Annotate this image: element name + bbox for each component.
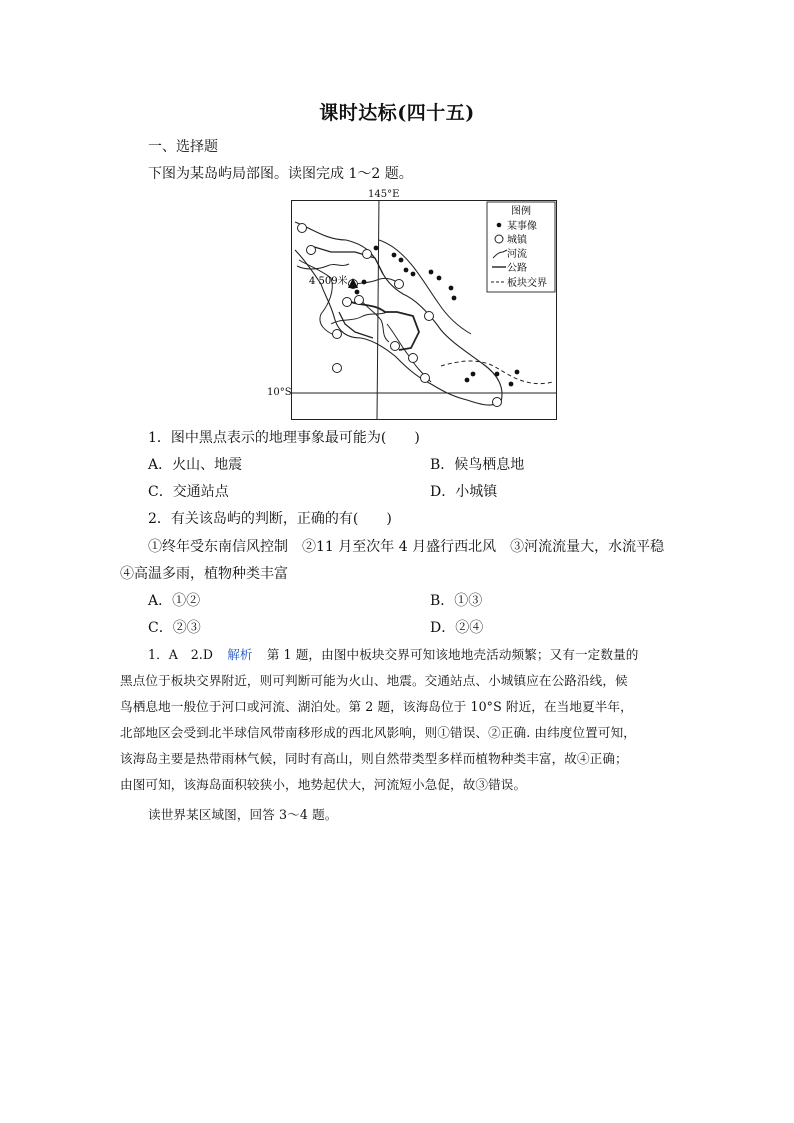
island-map-svg: [291, 200, 557, 420]
next-question-intro: 读世界某区域图，回答 3～4 题。: [148, 807, 338, 822]
legend-item-road: 公路: [507, 263, 527, 274]
analysis-text-4: 北部地区会受到北半球信风带南移形成的西北风影响，则①错误、②正确. 由纬度位置可知，: [120, 725, 636, 740]
analysis-text-5: 该海岛主要是热带雨林气候，同时有高山，则自然带类型多样而植物种类丰富，故④正确；: [120, 751, 628, 766]
question-1-option-d: D．小城镇: [430, 484, 498, 500]
legend-item-boundary: 板块交界: [507, 278, 547, 289]
legend-item-river: 河流: [507, 249, 527, 260]
analysis-text-1: 第 1 题，由图中板块交界可知该地地壳活动频繁；又有一定数量的: [266, 647, 639, 662]
peak-label: 4 509米: [309, 276, 348, 287]
analysis-label: 解析: [227, 647, 253, 662]
legend-item-feature: 某事像: [507, 221, 537, 232]
question-2-stem: 2．有关该岛屿的判断，正确的有( ): [148, 511, 392, 527]
legend-item-town: 城镇: [507, 235, 527, 246]
question-2-option-a: A．①②: [148, 593, 201, 609]
page-title: 课时达标(四十五): [319, 102, 475, 124]
analysis-text-2: 黑点位于板块交界附近，则可判断可能为火山、地震。交通站点、小城镇应在公路沿线，候: [120, 673, 628, 688]
parallel-label: 10°S: [267, 387, 292, 398]
meridian-label: 145°E: [368, 189, 400, 200]
question-1-option-a: A．火山、地震: [148, 457, 243, 473]
question-intro: 下图为某岛屿局部图。读图完成 1～2 题。: [148, 166, 413, 182]
legend-town-icon: [495, 235, 503, 243]
analysis-text-3: 鸟栖息地一般位于河口或河流、湖泊处。第 2 题，该海岛位于 10°S 附近，在当地夏半年，: [120, 699, 633, 714]
island-map: [291, 200, 557, 420]
legend-dot-icon: [497, 223, 502, 228]
question-2-option-b: B．①③: [430, 593, 483, 609]
legend-title: 图例: [511, 206, 531, 217]
question-2-statements-2: ④高温多雨，植物种类丰富: [120, 566, 288, 582]
question-1-option-b: B．候鸟栖息地: [430, 457, 525, 473]
map-legend: [487, 202, 555, 292]
question-1-stem: 1．图中黑点表示的地理事象最可能为( ): [148, 430, 420, 446]
analysis-text-6: 由图可知，该海岛面积较狭小，地势起伏大，河流短小急促，故③错误。: [120, 777, 527, 792]
question-2-statements-1: ①终年受东南信风控制 ②11 月至次年 4 月盛行西北风 ③河流流量大，水流平稳: [148, 539, 665, 555]
question-2-option-c: C．②③: [148, 620, 201, 636]
section-heading: 一、选择题: [148, 139, 218, 155]
answer-line-1: [148, 645, 638, 665]
question-2-option-d: D．②④: [430, 620, 484, 636]
question-1-option-c: C．交通站点: [148, 484, 229, 500]
answer-key: 1．A 2.D: [148, 647, 214, 662]
